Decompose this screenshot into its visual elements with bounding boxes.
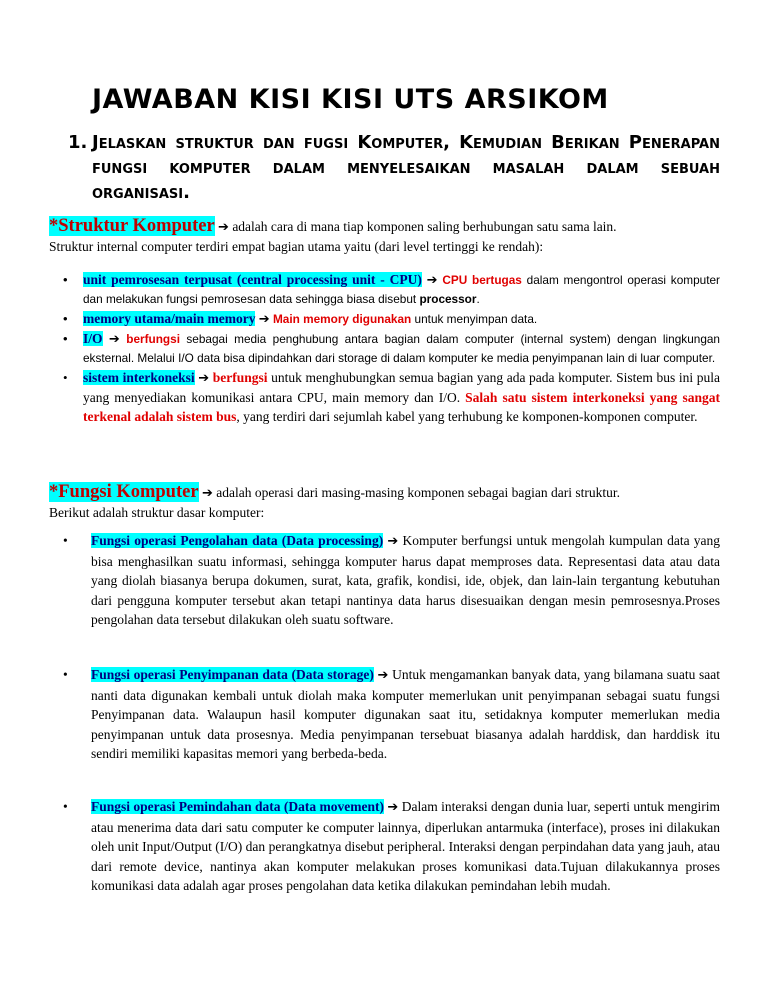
struktur-heading: *Struktur Komputer (49, 216, 215, 236)
arrow-icon: ➔ (201, 486, 213, 501)
term-highlight: Fungsi operasi Pengolahan data (Data processing) (91, 533, 384, 548)
fungsi-intro-text: adalah operasi dari masing-masing komponen sebagai bagian dari struktur. (212, 485, 620, 500)
fungsi-list (63, 797, 720, 896)
question-1 (68, 130, 720, 205)
item-text: sebagai media penghubung antara bagian dalam computer (internal system) dengan lingkungan eksternal. Melalui I/O data bisa dipindahkan dari storage di dalam komputer ke media penyimpanan lain di luar computer. (83, 332, 720, 365)
question-number: 1. (68, 132, 88, 153)
item-text: untuk menyimpan data. (411, 312, 538, 326)
list-item (63, 329, 720, 368)
arrow-icon: ➔ (426, 273, 438, 288)
term-highlight: I/O (83, 331, 103, 346)
fungsi-list (63, 531, 720, 630)
red-text: berfungsi (212, 370, 268, 385)
list-item (63, 797, 720, 896)
arrow-icon: ➔ (258, 312, 270, 327)
fungsi-intro (49, 483, 720, 522)
term-highlight: Fungsi operasi Pemindahan data (Data movement) (91, 799, 384, 814)
list-item (63, 368, 720, 426)
item-text: , yang terdiri dari sejumlah kabel yang terhubung ke komponen-komponen computer. (236, 409, 698, 424)
item-text: dalam mengontrol operasi komputer dan melakukan fungsi pemrosesan data sehingga biasa disebut (83, 273, 720, 306)
item-text: untuk menghubungkan semua bagian yang ada pada komputer. Sistem bus ini pula yang menyediakan komunikasi antara CPU, main memory dan I/O. (83, 370, 721, 405)
page-title: JAWABAN KISI KISI UTS ARSIKOM (92, 84, 609, 115)
struktur-list (63, 270, 720, 426)
fungsi-heading: *Fungsi Komputer (49, 482, 199, 502)
fungsi-intro-line2: Berikut adalah struktur dasar komputer: (49, 505, 265, 520)
list-item (63, 309, 720, 329)
arrow-icon: ➔ (198, 371, 210, 386)
arrow-icon: ➔ (387, 534, 399, 549)
list-item (63, 665, 720, 764)
red-text: Main memory digunakan (272, 312, 412, 326)
arrow-icon: ➔ (218, 220, 229, 235)
struktur-intro-line2: Struktur internal computer terdiri empat bagian utama yaitu (dari level tertinggi ke rendah): (49, 239, 544, 254)
item-text: Untuk mengamankan banyak data, yang bilamana suatu saat nanti data digunakan kembali untuk diolah maka komputer memerlukan unit penyimpanan sebagai suatu fungsi Penyimpanan data. Walaupun hasil komputer digunakan saat itu, setidaknya komputer memerlukan media penyimpanan untuk data prosesnya. Media penyimpanan tersebuat biasanya adalah harddisk, dan harddisk itu sendiri memiliki kapasitas memori yang berbeda-beda. (91, 667, 720, 761)
red-text: Salah satu sistem interkoneksi yang sangat terkenal adalah sistem bus (83, 390, 720, 424)
term-highlight: unit pemrosesan terpusat (central processing unit - CPU) (83, 272, 422, 287)
fungsi-list (63, 665, 720, 764)
item-end: . (476, 292, 480, 306)
arrow-icon: ➔ (108, 332, 120, 347)
struktur-intro-text: adalah cara di mana tiap komponen saling berhubungan satu sama lain. (228, 219, 617, 234)
list-item (63, 270, 720, 309)
red-text: berfungsi (126, 332, 180, 346)
bold-text: processor (419, 292, 477, 306)
term-highlight: Fungsi operasi Penyimpanan data (Data storage) (91, 667, 374, 682)
list-item (63, 531, 720, 630)
term-highlight: memory utama/main memory (83, 311, 256, 326)
red-text: CPU bertugas (442, 273, 522, 287)
struktur-intro (49, 217, 720, 256)
arrow-icon: ➔ (387, 800, 399, 815)
arrow-icon: ➔ (377, 668, 389, 683)
item-text: Dalam interaksi dengan dunia luar, seperti untuk mengirim atau menerima data dari satu computer ke computer lainnya, diperlukan antarmuka (interface), proses ini dilakukan oleh unit Input/Output (I/O) dan perangkatnya disebut peripheral. Interaksi dengan perpindahan data yang jauh, atau dari remote device, nantinya akan komputer melakukan proses komunikasi data.Tujuan dilakukannya proses komunikasi data adalah agar proses pengolahan data ketika dilakukan pemindahan lebih mudah. (91, 799, 721, 893)
question-text: Jelaskan struktur dan fugsi Komputer, Kemudian Berikan Penerapan fungsi komputer dalam menyelesaikan masalah dalam sebuah organisasi. (92, 132, 720, 203)
item-text: Komputer berfungsi untuk mengolah kumpulan data yang bisa menghasilkan suatu informasi, sehingga komputer harus dapat memproses data. Representasi data atau data yang diolah biasanya berupa dokumen, surat, kata, grafik, kondisi, ide, objek, dan lain-lain tergantung kebutuhan dari pengguna komputer tersebut akan tetapi nantinya data harus disesuaikan dengan mesin pemrosesnya.Proses pengolahan data tersebut dilakukan oleh suatu software. (91, 533, 720, 627)
term-highlight: sistem interkoneksi (83, 370, 195, 385)
